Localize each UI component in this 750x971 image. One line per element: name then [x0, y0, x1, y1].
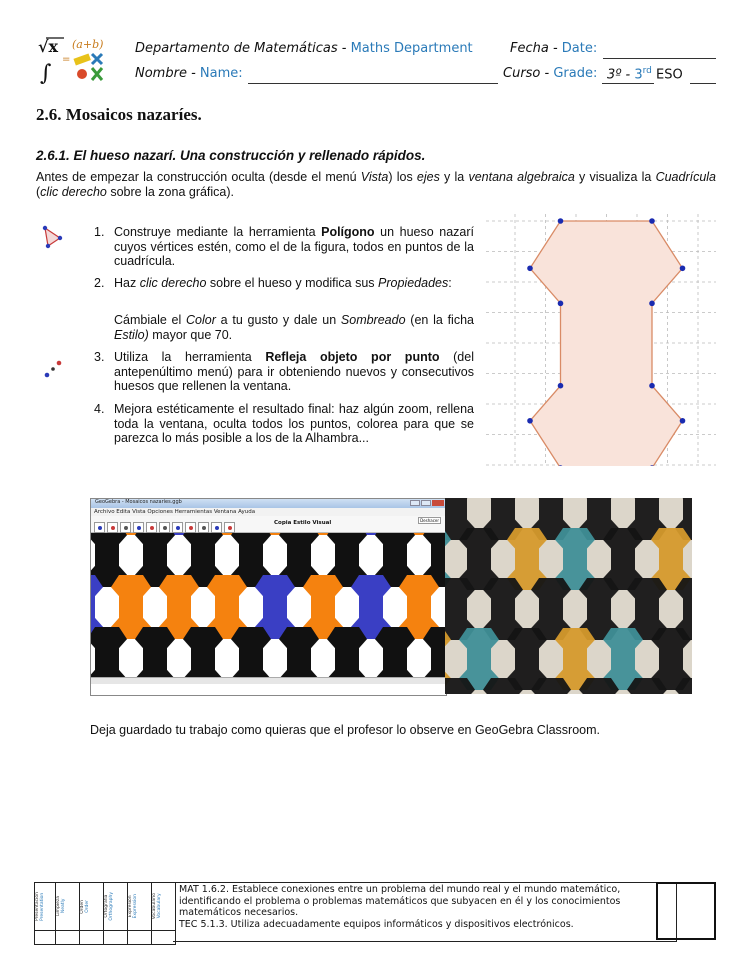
bone-figure [486, 214, 716, 466]
step-4-number: 4. [94, 402, 105, 416]
alhambra-photo [445, 498, 692, 694]
window-title: GeoGebra - Mosaicos nazaríes.ggb [95, 499, 182, 505]
step-2-a: Haz [114, 276, 140, 290]
step-2-c: : [448, 276, 452, 290]
window-titlebar [91, 499, 446, 508]
bone-grid-svg [486, 214, 716, 466]
closing-text: Deja guardado tu trabajo como quieras que el profesor lo observe en GeoGebra Classroom. [90, 723, 601, 737]
step-2-number: 2. [94, 276, 105, 290]
undo-button[interactable]: Deshacer [420, 518, 439, 523]
bone-vertex [558, 301, 564, 307]
criterion-score-box[interactable] [35, 931, 56, 945]
step-2-sub [114, 313, 474, 342]
step-2-sub-i3: Estilo) [114, 327, 149, 342]
date-field[interactable] [603, 58, 716, 59]
intro-i1: Vista [360, 170, 389, 184]
criterion-label: Ortografía Orthography [104, 892, 114, 921]
intro-i5: clic derecho [40, 185, 107, 199]
intro-t1: Antes de empezar la construcción oculta (desde el menú [36, 170, 361, 184]
assessment-table [34, 882, 176, 945]
step-2-sub-c: (en la ficha [405, 313, 474, 327]
logo-eq: = [62, 54, 71, 65]
course-es: Curso - [503, 66, 554, 81]
geogebra-tool-button-icon[interactable] [211, 522, 222, 533]
geogebra-tool-button-icon[interactable] [224, 522, 235, 533]
criterion-mat: MAT 1.6.2. Establece conexiones entre un problema del mundo real y el mundo matemático, identificando el problema o problemas matemáticos que subyacen en él y los conocimientos matemáticos necesarios. [179, 884, 621, 918]
name-en: Name: [199, 66, 243, 81]
alhambra-tiles-photo [445, 498, 692, 694]
course-value-sup: rd [642, 66, 652, 76]
assessment-footer [34, 882, 716, 944]
intro-t6: sobre la zona gráfica). [106, 185, 235, 199]
step-4-a: Mejora estéticamente el resultado final: haz algún zoom, rellena toda la ventana, oculta todos los puntos, colorea para que se parezca lo más posible a los de la Alhambra... [114, 402, 474, 445]
step-4 [94, 402, 474, 448]
step-2-sub-i1: Color [186, 313, 216, 327]
bone-vertex [558, 218, 564, 224]
logo-int: ∫ [40, 61, 52, 84]
criterion-score-box[interactable] [152, 931, 176, 945]
criterion-label: Presentación Presentation [35, 892, 45, 921]
geogebra-tool-button-icon[interactable] [120, 522, 131, 533]
bone-vertex [649, 218, 655, 224]
bone-vertex [649, 301, 655, 307]
step-1-a: Construye mediante la herramienta [114, 225, 322, 239]
bone-vertex [558, 383, 564, 389]
window-statusbar [91, 677, 446, 684]
criterion-label-cell [128, 883, 152, 931]
intro-i3: ventana algebraica [468, 170, 575, 184]
department-es: Departamento de Matemáticas - [135, 41, 351, 56]
tessellation-canvas[interactable] [91, 533, 446, 677]
criterion-label-cell [104, 883, 128, 931]
geogebra-tool-button-icon[interactable] [94, 522, 105, 533]
course-label [503, 66, 597, 81]
step-3 [94, 350, 474, 396]
polygon-tool-icon [40, 224, 66, 250]
step-1 [94, 225, 474, 271]
logo-formula: (a+b) [72, 38, 104, 51]
step-2-sub-d: mayor que 70. [148, 327, 233, 342]
step-3-a: Utiliza la herramienta [114, 350, 266, 364]
step-2-b: sobre el hueso y modifica sus [206, 276, 379, 290]
math-logo-icon [36, 34, 112, 84]
step-2-sub-a: Cámbiale el [114, 313, 187, 327]
criterion-label-cell [35, 883, 56, 931]
name-es: Nombre - [135, 66, 200, 81]
name-field[interactable] [248, 83, 498, 84]
department-en: Maths Department [350, 41, 473, 56]
course-value-a: 3º - [607, 67, 635, 83]
bone-polygon [530, 221, 683, 466]
date-en: Date: [561, 41, 598, 56]
criterion-label: Orden Order [80, 899, 90, 914]
bone-vertex [680, 265, 686, 271]
step-3-c: (del antepenúltimo menú) para ir obteniendo nuevos y consecutivos huesos que rellenen la ventana. [114, 350, 474, 393]
subsection-title: 2.6.1. El hueso nazarí. Una construcción y rellenado rápidos. [36, 148, 426, 163]
bone-vertex [527, 418, 533, 424]
step-1-tool-name: Polígono [321, 225, 375, 239]
criterion-tec: TEC 5.1.3. Utiliza adecuadamente equipos informáticos y dispositivos electrónicos. [179, 918, 574, 930]
window-close-button[interactable] [432, 500, 444, 506]
style-copy-label: Copia Estilo Visual [274, 520, 332, 526]
course-en: Grade: [553, 66, 598, 81]
geogebra-tool-button-icon[interactable] [146, 522, 157, 533]
intro-t4: y visualiza la [574, 170, 656, 184]
geogebra-tool-button-icon[interactable] [172, 522, 183, 533]
step-1-number: 1. [94, 225, 105, 239]
window-minimize-button[interactable] [410, 500, 420, 506]
bone-vertex [527, 265, 533, 271]
intro-i2: ejes [416, 170, 440, 184]
window-toolbar [91, 516, 446, 533]
step-2-i1: clic derecho [139, 276, 207, 290]
geogebra-tool-button-icon[interactable] [185, 522, 196, 533]
course-field-a[interactable] [602, 83, 654, 84]
geogebra-tool-button-icon[interactable] [159, 522, 170, 533]
intro-t5: ( [36, 185, 41, 199]
window-menubar[interactable]: Archivo Edita Vista Opciones Herramientas Ventana Ayuda [91, 508, 446, 516]
date-label [510, 41, 597, 56]
criterion-label-cell [56, 883, 80, 931]
step-3-tool-name: Refleja objeto por punto [265, 350, 440, 364]
criterion-label-cell [152, 883, 176, 931]
intro-t2: ) los [388, 170, 417, 184]
geogebra-tool-button-icon[interactable] [198, 522, 209, 533]
logo [36, 34, 112, 84]
bone-vertex [680, 418, 686, 424]
step-2-i2: Propiedades [378, 276, 449, 290]
criterion-score-box[interactable] [104, 931, 128, 945]
step-2-sub-i2: Sombreado [340, 313, 406, 327]
course-field-b[interactable] [690, 83, 716, 84]
course-value [607, 66, 683, 82]
geogebra-tool-button-icon[interactable] [107, 522, 118, 533]
logo-sqrt: √x [38, 37, 59, 56]
intro-i4: Cuadrícula [655, 170, 717, 184]
step-1-c: un hueso nazarí cuyos vértices estén, como el de la figura, todos en puntos de la cuadrícula. [114, 225, 474, 268]
step-2 [94, 276, 474, 306]
criterion-label-cell [80, 883, 104, 931]
window-maximize-button[interactable] [421, 500, 431, 506]
reflect-point-tool-icon [40, 356, 66, 382]
step-3-number: 3. [94, 350, 105, 364]
intro-paragraph [36, 170, 716, 200]
geogebra-tool-button-icon[interactable] [133, 522, 144, 533]
criterion-score-box[interactable] [56, 931, 80, 945]
criterion-label: Limpieza Neatly [56, 896, 66, 917]
name-label [135, 66, 243, 81]
grade-box[interactable] [656, 882, 716, 940]
course-value-b: 3 [634, 67, 643, 83]
bone-vertex [649, 383, 655, 389]
criterion-label: Expresión Expression [128, 894, 138, 919]
criteria-box [173, 882, 677, 942]
date-es: Fecha - [510, 41, 562, 56]
criterion-score-box[interactable] [80, 931, 104, 945]
course-value-c: ESO [651, 67, 683, 83]
intro-t3: y la [439, 170, 469, 184]
criterion-score-box[interactable] [128, 931, 152, 945]
section-title: 2.6. Mosaicos nazaríes. [36, 105, 202, 124]
department-line [135, 41, 473, 56]
step-2-sub-b: a tu gusto y dale un [215, 313, 341, 327]
geogebra-window [90, 498, 447, 696]
criterion-label: Vocabulario Vocabulary [152, 893, 162, 920]
